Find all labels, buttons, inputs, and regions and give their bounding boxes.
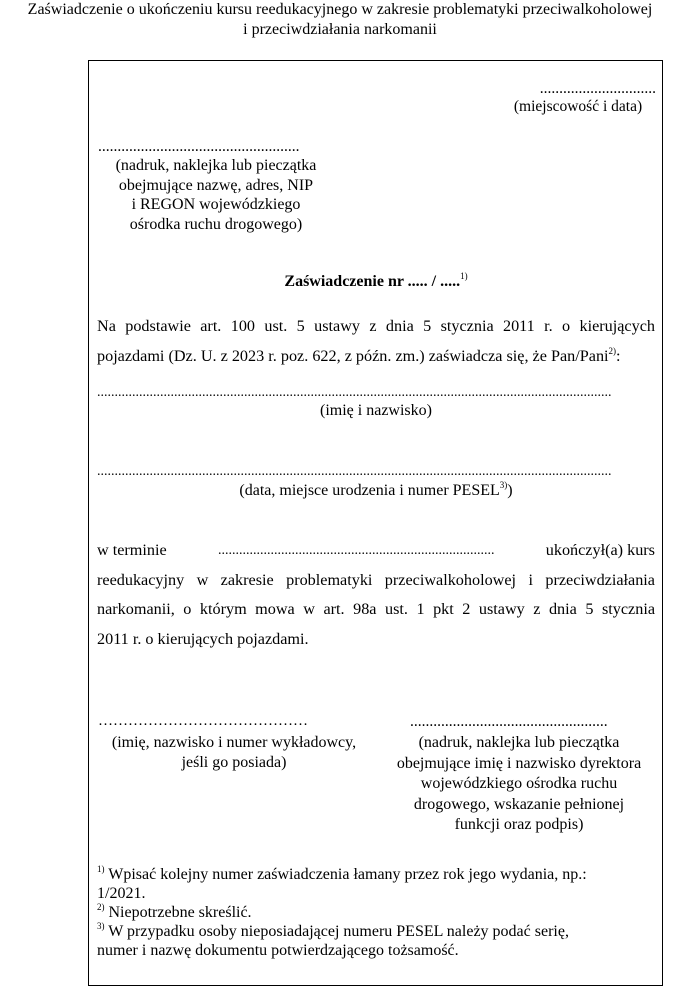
stamp-top-dots: ....................................................	[98, 138, 300, 155]
director-caption	[376, 733, 662, 836]
stamp-top-caption-line: obejmujące nazwę, adres, NIP	[118, 176, 314, 194]
completion-paragraph	[97, 536, 655, 654]
footnote-3-marker: 3)	[97, 921, 105, 931]
footnote-3	[97, 922, 657, 941]
footnote-3-text-cont: numer i nazwę dokumentu potwierdzającego tożsamość.	[97, 942, 459, 959]
place-date-dots: ..............................	[539, 80, 656, 97]
completion-term-label: w terminie	[97, 541, 167, 559]
completion-line-1-end: ukończył(a) kurs	[545, 541, 655, 559]
footnotes	[97, 865, 657, 960]
lecturer-caption-line: jeśli go posiada)	[181, 754, 287, 771]
certificate-title	[96, 272, 656, 292]
footnote-2-marker: 2)	[97, 902, 105, 912]
footnote-1-text-cont: 1/2021.	[97, 885, 146, 902]
basis-line-1: Na podstawie art. 100 ust. 5 ustawy z dnia 5 stycznia 2011 r. o kierujących	[97, 317, 655, 335]
basis-line-2-text: pojazdami (Dz. U. z 2023 r. poz. 622, z późn. zm.) zaświadcza się, że Pan/Pani	[97, 347, 609, 365]
director-caption-line: (nadruk, naklejka lub pieczątka	[418, 734, 620, 751]
birth-field-dots: ...................................................................................................................................................	[97, 465, 612, 479]
birth-field-footnote: 3)	[499, 480, 508, 490]
basis-footnote-2: 2)	[608, 346, 617, 356]
stamp-top-caption-line: ośrodka ruchu drogowego)	[129, 215, 303, 233]
completion-line-3: narkomanii, o którym mowa w art. 98a ust. 1 pkt 2 ustawy z dnia 5 stycznia	[97, 600, 655, 618]
footnote-1-marker: 1)	[97, 864, 105, 874]
director-caption-line: wojewódzkiego ośrodka ruchu	[420, 775, 618, 792]
name-field-label: (imię i nazwisko)	[320, 402, 432, 419]
stamp-top-caption	[96, 156, 336, 234]
director-caption-line: funkcji oraz podpis)	[454, 816, 584, 833]
header-line-2: i przeciwdziałania narkomanii	[243, 21, 437, 38]
footnote-3-text: W przypadku osoby nieposiadającej numeru PESEL należy podać serię,	[108, 923, 569, 940]
completion-line-4: 2011 r. o kierujących pojazdami.	[97, 629, 309, 648]
completion-term-dots: ...............................................................................	[217, 543, 495, 558]
basis-paragraph	[97, 311, 655, 371]
birth-field-label	[96, 481, 656, 501]
lecturer-caption	[96, 733, 372, 773]
completion-line-1	[97, 536, 655, 566]
director-caption-line: drogowego, wskazanie pełnionej	[413, 795, 625, 813]
certificate-title-footnote: 1)	[460, 271, 468, 281]
place-date-label: (miejscowość i data)	[513, 98, 643, 115]
completion-line-2: reedukacyjny w zakresie problematyki przeciwalkoholowej i przeciwdziałania	[97, 570, 655, 589]
footnote-1	[97, 865, 657, 884]
director-caption-line: obejmujące imię i nazwisko dyrektora	[396, 754, 642, 772]
header-line-1: Zaświadczenie o ukończeniu kursu reedukacyjnego w zakresie problematyki przeciwalkoholowej	[27, 1, 653, 18]
certificate-title-text: Zaświadczenie nr ..... / .....	[284, 273, 461, 290]
footnote-2	[97, 903, 657, 922]
stamp-top-caption-line: i REGON wojewódzkiego	[131, 196, 301, 213]
director-dots: ...................................................	[410, 713, 608, 730]
stamp-top-caption-line: (nadruk, naklejka lub pieczątka	[115, 157, 317, 174]
lecturer-dots: ……………………………………	[98, 713, 308, 729]
lecturer-caption-line: (imię, nazwisko i numer wykładowcy,	[111, 734, 357, 751]
footnote-2-text: Niepotrzebne skreślić.	[108, 904, 252, 921]
document-header	[0, 0, 680, 40]
basis-line-2	[97, 341, 655, 371]
basis-line-2-end: :	[616, 347, 621, 365]
birth-field-label-text: (data, miejsce urodzenia i numer PESEL	[239, 482, 500, 499]
footnote-1-text: Wpisać kolejny numer zaświadczenia łamany przez rok jego wydania, np.:	[108, 866, 587, 883]
name-field-dots: ...................................................................................................................................................	[97, 386, 612, 400]
birth-field-label-end: )	[507, 482, 513, 499]
